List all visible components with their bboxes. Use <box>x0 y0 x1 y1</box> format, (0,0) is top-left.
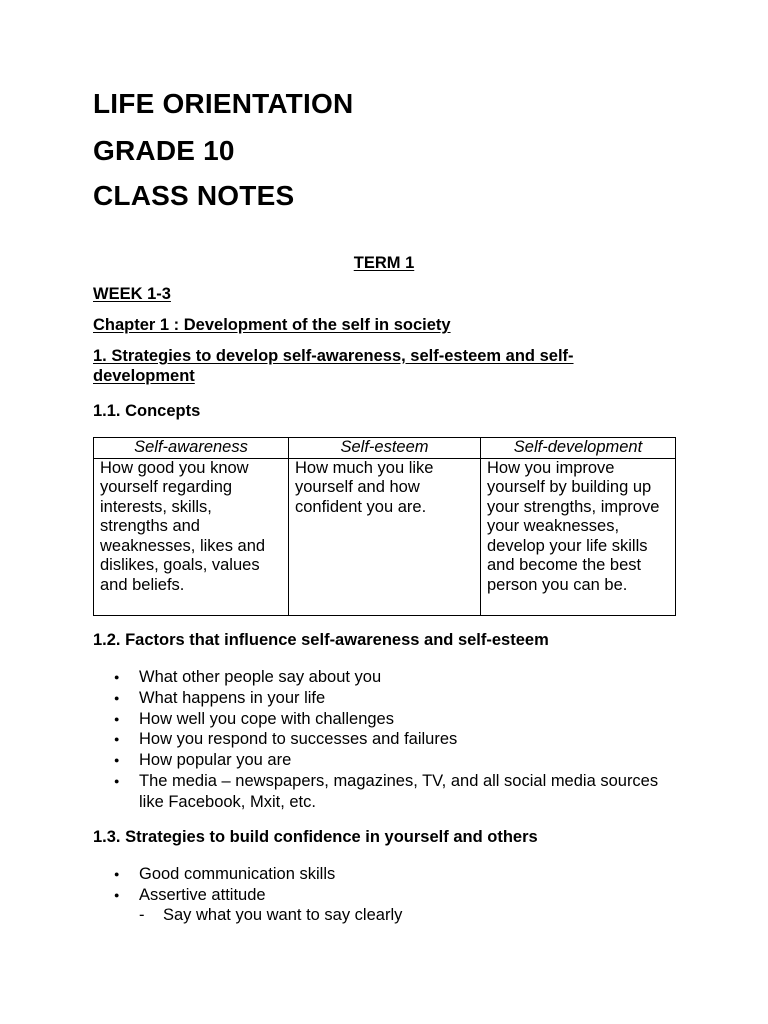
strategies-list <box>114 864 674 906</box>
document-title-line-1: LIFE ORIENTATION <box>93 88 354 119</box>
concepts-table <box>93 437 676 616</box>
term-heading: TERM 1 <box>353 254 415 272</box>
table-cell-self-esteem: How much you like yourself and how confident you are. <box>289 458 481 615</box>
chapter-heading: Chapter 1 : Development of the self in society <box>93 316 451 334</box>
table-header-self-esteem: Self-esteem <box>289 438 481 459</box>
section-1-3-heading: 1.3. Strategies to build confidence in yourself and others <box>93 828 538 846</box>
concepts-heading: 1.1. Concepts <box>93 402 201 420</box>
table-cell-self-awareness: How good you know yourself regarding interests, skills, strengths and weaknesses, likes and dislikes, goals, values and beliefs. <box>94 458 289 615</box>
list-item: ● The media – newspapers, magazines, TV, and all social media sources like Facebook, Mxit, etc. <box>114 771 674 813</box>
list-item: ● What happens in your life <box>114 688 674 709</box>
table-row <box>94 458 676 615</box>
table-header-self-development: Self-development <box>481 438 676 459</box>
week-heading: WEEK 1-3 <box>93 285 171 303</box>
table-header-row <box>94 438 676 459</box>
list-item: ● What other people say about you <box>114 667 674 688</box>
section-1-2-heading: 1.2. Factors that influence self-awareness and self-esteem <box>93 631 549 649</box>
section-1-heading: 1. Strategies to develop self-awareness, self-esteem and self-development <box>93 347 574 385</box>
list-item: ● Assertive attitude <box>114 885 674 906</box>
list-item: ● Good communication skills <box>114 864 674 885</box>
list-item: ● How popular you are <box>114 750 674 771</box>
list-item: ● How you respond to successes and failures <box>114 729 674 750</box>
table-header-self-awareness: Self-awareness <box>94 438 289 459</box>
sub-list-item <box>139 905 402 926</box>
table-cell-self-development: How you improve yourself by building up your strengths, improve your weaknesses, develop your life skills and become the best person you can be. <box>481 458 676 615</box>
list-item: ● How well you cope with challenges <box>114 709 674 730</box>
document-title-line-2: GRADE 10 <box>93 135 235 166</box>
factors-list <box>114 667 674 813</box>
dash-marker: - <box>139 906 145 924</box>
document-title-line-3: CLASS NOTES <box>93 180 295 211</box>
sub-list-item-text: Say what you want to say clearly <box>163 906 403 924</box>
